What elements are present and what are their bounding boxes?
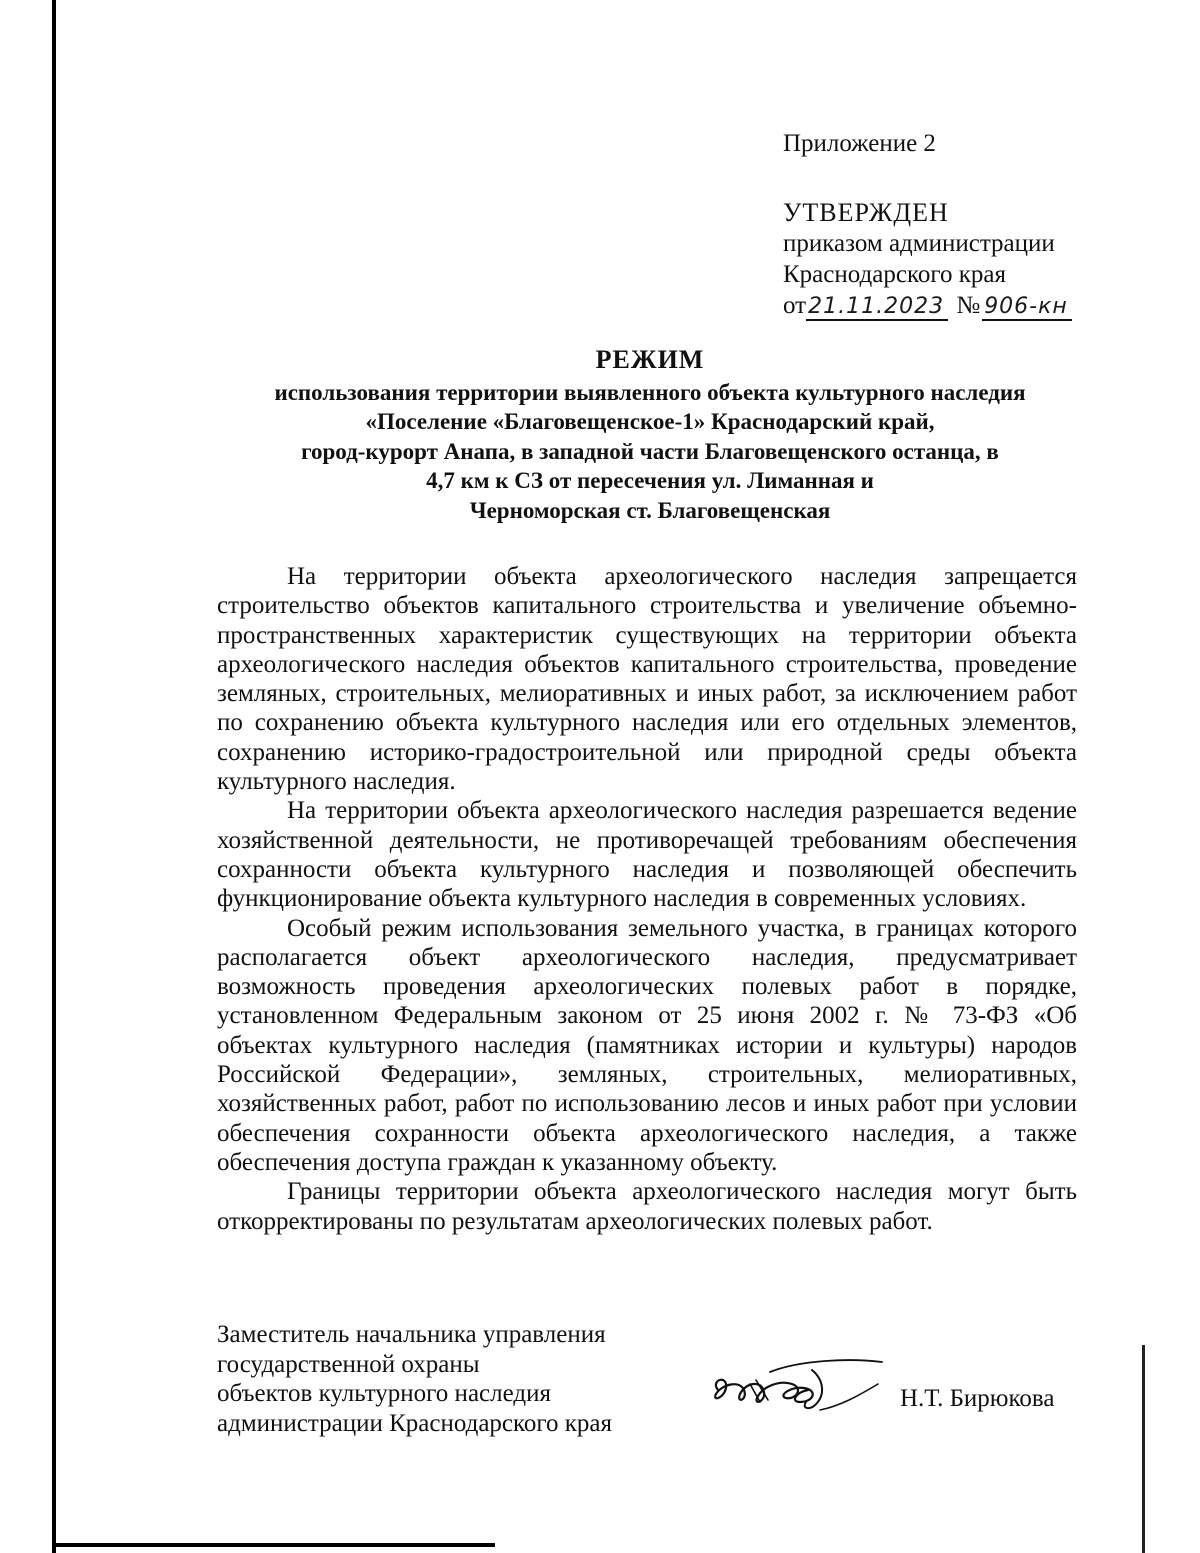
document-title-block bbox=[150, 345, 1150, 525]
date-prefix: от bbox=[783, 292, 807, 319]
scan-edge-left bbox=[52, 0, 56, 1553]
title-line: «Поселение «Благовещенское-1» Краснодарский край, bbox=[365, 409, 935, 434]
title-line: Черноморская ст. Благовещенская bbox=[469, 497, 831, 523]
approval-block bbox=[783, 128, 1072, 321]
order-line-2: Краснодарского края bbox=[783, 261, 1006, 288]
signer-position bbox=[217, 1320, 612, 1438]
body-paragraph: На территории объекта археологического наследия запрещается строительство объектов капитального строительства и увеличение объемно-пространственных характеристик существующих на территории объекта археологического наследия объектов капитального строительства, проведение земляных, строительных, мелиоративных и иных работ, за исключением работ по сохранению объекта культурного наследия или его отдельных элементов, сохранению историко-градостроительной или природной среды объекта культурного наследия. bbox=[217, 563, 1077, 796]
title-line: использования территории выявленного объекта культурного наследия bbox=[274, 379, 1026, 405]
signer-name: Н.Т. Бирюкова bbox=[900, 1385, 1055, 1412]
date-number-line bbox=[783, 290, 1072, 321]
signer-position-line: Заместитель начальника управления bbox=[217, 1321, 606, 1348]
scan-edge-bottom bbox=[55, 1543, 495, 1547]
handwritten-signature bbox=[700, 1350, 890, 1425]
approved-heading: УТВЕРЖДЕН bbox=[783, 198, 949, 227]
signer-position-line: государственной охраны bbox=[217, 1350, 480, 1378]
signer-position-line: объектов культурного наследия bbox=[217, 1380, 551, 1407]
body-paragraph: Границы территории объекта археологического наследия могут быть откорректированы по результатам археологических полевых работ. bbox=[217, 1178, 1077, 1235]
scan-edge-right bbox=[1142, 1345, 1145, 1553]
title-line: город-курорт Анапа, в западной части Благовещенского останца, в bbox=[301, 438, 999, 464]
body-paragraph: Особый режим использования земельного участка, в границах которого располагается объект археологического наследия, предусматривает возможность проведения археологических полевых работ в порядке, установленном Федеральным законом от 25 июня 2002 г. № 73-ФЗ «Об объектах культурного наследия (памятниках истории и культуры) народов Российской Федерации», земляных, строительных, мелиоративных, хозяйственных работ, работ по использованию лесов и иных работ при условии обеспечения сохранности объекта археологического наследия, а также обеспечения доступа граждан к указанному объекту. bbox=[217, 914, 1077, 1176]
appendix-label: Приложение 2 bbox=[783, 130, 936, 157]
title-line: 4,7 км к СЗ от пересечения ул. Лиманная и bbox=[426, 468, 874, 493]
signer-position-line: администрации Краснодарского края bbox=[217, 1409, 613, 1437]
body-paragraph: На территории объекта археологического наследия разрешается ведение хозяйственной деятельности, не противоречащей требованиям обеспечения сохранности объекта культурного наследия и позволяющей обеспечить функционирование объекта культурного наследия в современных условиях. bbox=[217, 797, 1077, 913]
number-sign: № bbox=[956, 292, 981, 319]
order-line-1: приказом администрации bbox=[783, 230, 1055, 257]
document-title: РЕЖИМ bbox=[595, 345, 705, 374]
handwritten-number: 906-кн bbox=[982, 295, 1072, 321]
handwritten-date: 21.11.2023 bbox=[806, 295, 948, 321]
document-body bbox=[217, 562, 1077, 1236]
